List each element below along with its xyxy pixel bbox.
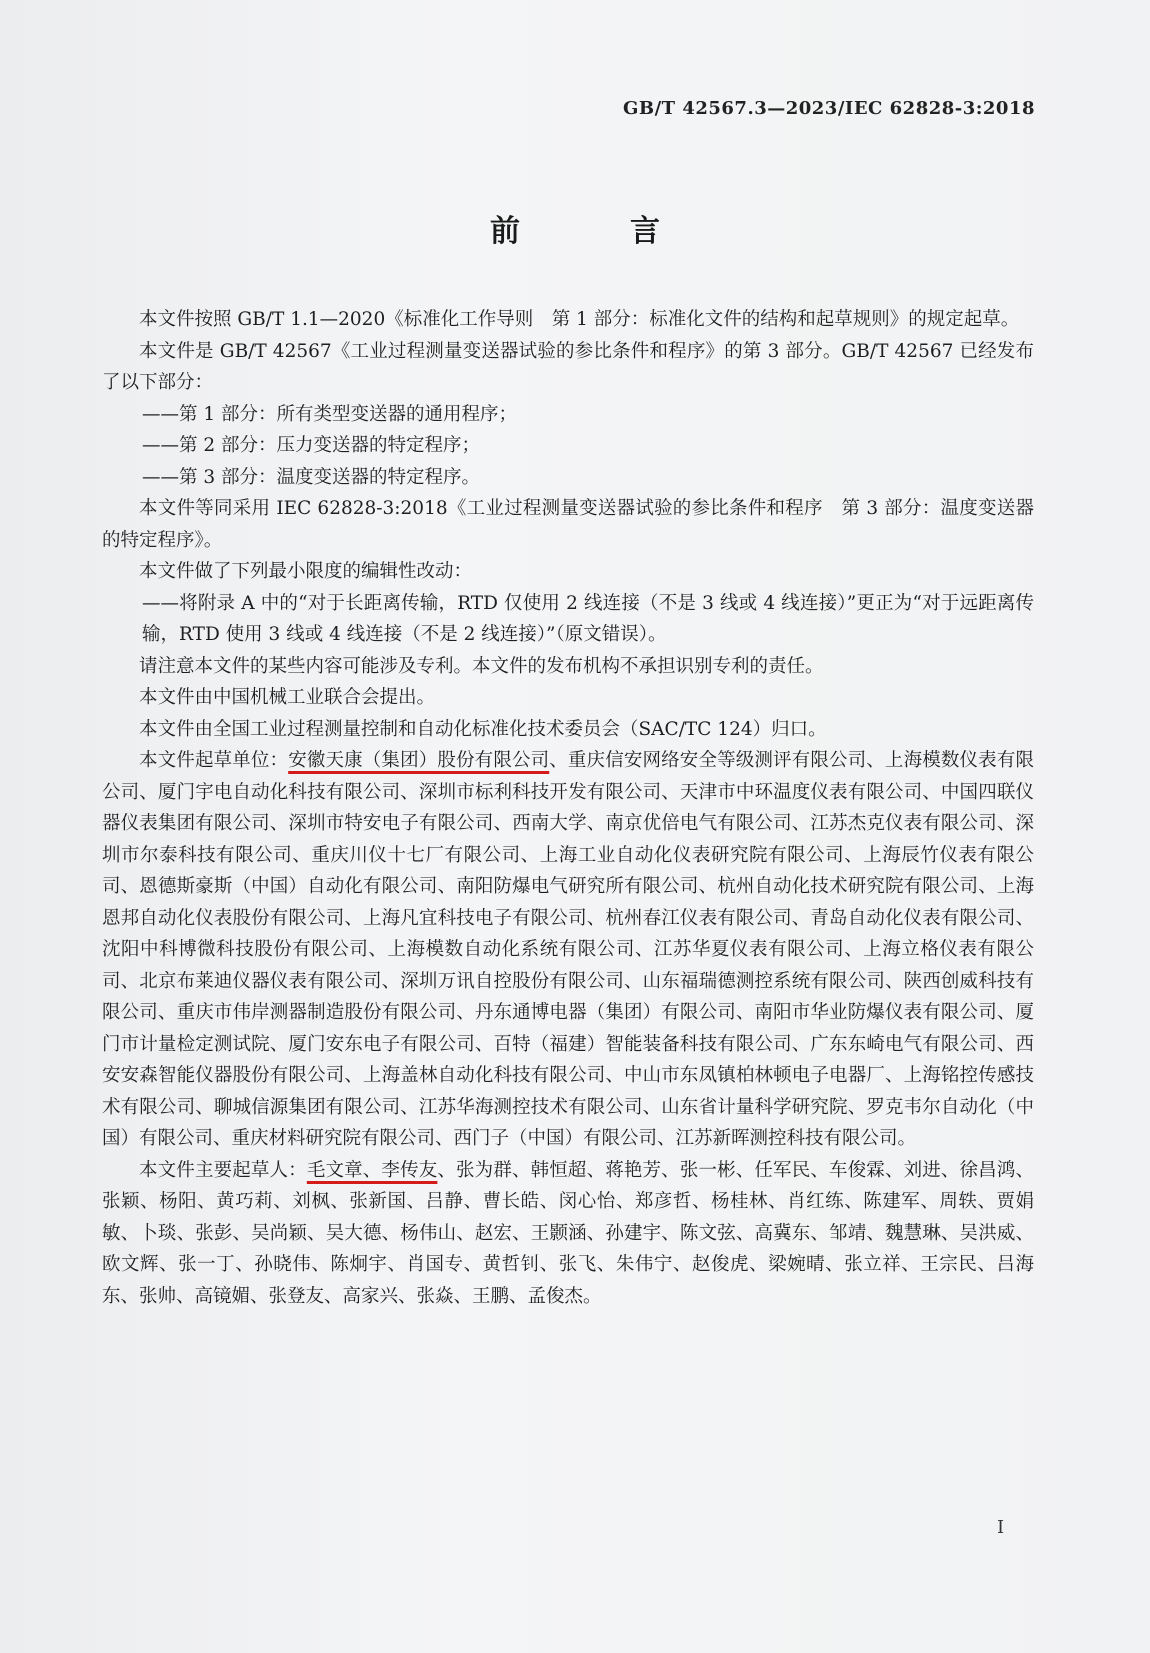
drafting-units-list: 、重庆信安网络安全等级测评有限公司、上海模数仪表有限公司、厦门宇电自动化科技有限公司、深圳市标利科技开发有限公司、天津市中环温度仪表有限公司、中国四联仪器仪表集团有限公司、深圳市特安电子有限公司、西南大学、南京优倍电气有限公司、江苏杰克仪表有限公司、深圳市尔泰科技有限公司、重庆川仪十七厂有限公司、上海工业自动化仪表研究院有限公司、上海辰竹仪表有限公司、恩德斯豪斯（中国）自动化有限公司、南阳防爆电气研究所有限公司、杭州自动化技术研究院有限公司、上海恩邦自动化仪表股份有限公司、上海凡宜科技电子有限公司、杭州春江仪表有限公司、青岛自动化仪表有限公司、沈阳中科博微科技股份有限公司、上海模数自动化系统有限公司、江苏华夏仪表有限公司、上海立格仪表有限公司、北京布莱迪仪器仪表有限公司、深圳万讯自控股份有限公司、山东福瑞德测控系统有限公司、陕西创威科技有限公司、重庆市伟岸测器制造股份有限公司、丹东通博电器（集团）有限公司、南阳市华业防爆仪表有限公司、厦门市计量检定测试院、厦门安东电子有限公司、百特（福建）智能装备科技有限公司、广东东崎电气有限公司、西安安森智能仪器股份有限公司、上海盖林自动化科技有限公司、中山市东凤镇柏林顿电子电器厂、上海铭控传感技术有限公司、聊城信源集团有限公司、江苏华海测控技术有限公司、山东省计量科学研究院、罗克韦尔自动化（中国）有限公司、重庆材料研究院有限公司、西门子（中国）有限公司、江苏新晖测控科技有限公司。 (102, 750, 1034, 1149)
list-item-part-3: ——第 3 部分：温度变送器的特定程序。 (142, 466, 481, 488)
drafting-units-lead: 本文件起草单位： (139, 750, 289, 771)
paragraph-editorial-changes: 本文件做了下列最小限度的编辑性改动： (139, 561, 473, 582)
list-item-correction: ——将附录 A 中的“对于长距离传输，RTD 仅使用 2 线连接（不是 3 线或 4 线连接）”更正为“对于远距离传输，RTD 使用 3 线或 4 线连接（不是 2 线连接）”（原文错误）。 (142, 592, 1034, 645)
list-item-part-2: ——第 2 部分：压力变送器的特定程序； (142, 435, 481, 456)
paragraph-series-part: 本文件是 GB/T 42567《工业过程测量变送器试验的参比条件和程序》的第 3 部分。GB/T 42567 已经发布了以下部分： (102, 340, 1034, 393)
paragraph-adoption: 本文件等同采用 IEC 62828-3:2018《工业过程测量变送器试验的参比条件和程序 第 3 部分：温度变送器的特定程序》。 (102, 498, 1034, 551)
paragraph-under-jurisdiction: 本文件由全国工业过程测量控制和自动化标准化技术委员会（SAC/TC 124）归口。 (139, 718, 827, 740)
document-body (102, 304, 1034, 1312)
paragraph-patent-notice: 请注意本文件的某些内容可能涉及专利。本文件的发布机构不承担识别专利的责任。 (139, 655, 824, 677)
paragraph-drafting-rules: 本文件按照 GB/T 1.1—2020《标准化工作导则 第 1 部分：标准化文件的结构和起草规则》的规定起草。 (139, 309, 1020, 330)
paragraph-drafters (102, 1155, 1034, 1313)
page-number: I (997, 1517, 1005, 1538)
paragraph-proposed-by: 本文件由中国机械工业联合会提出。 (139, 687, 436, 708)
drafters-lead: 本文件主要起草人： (139, 1159, 307, 1181)
drafters-list: 、张为群、韩恒超、蒋艳芳、张一彬、任军民、车俊霖、刘进、徐昌鸿、张颖、杨阳、黄巧莉、刘枫、张新国、吕静、曹长皓、闵心怡、郑彦哲、杨桂林、肖红练、陈建军、周轶、贾娟敏、卜琰、张彭、吴尚颖、吴大德、杨伟山、赵宏、王颢涵、孙建宇、陈文弦、高冀东、邹靖、魏慧琳、吴洪威、欧文辉、张一丁、孙晓伟、陈炯宇、肖国专、黄哲钊、张飞、朱伟宁、赵俊虎、梁婉晴、张立祥、王宗民、吕海东、张帅、高镜媚、张登友、高家兴、张焱、王鹏、孟俊杰。 (102, 1159, 1034, 1307)
page-title: 前 言 (490, 214, 700, 249)
paragraph-drafting-units (102, 745, 1034, 1155)
list-item-part-1: ——第 1 部分：所有类型变送器的通用程序； (142, 403, 518, 425)
standard-code: GB/T 42567.3—2023/IEC 62828-3:2018 (623, 98, 1035, 119)
drafting-units-highlight: 安徽天康（集团）股份有限公司 (288, 750, 550, 771)
drafters-highlight: 毛文章、李传友 (306, 1159, 438, 1181)
